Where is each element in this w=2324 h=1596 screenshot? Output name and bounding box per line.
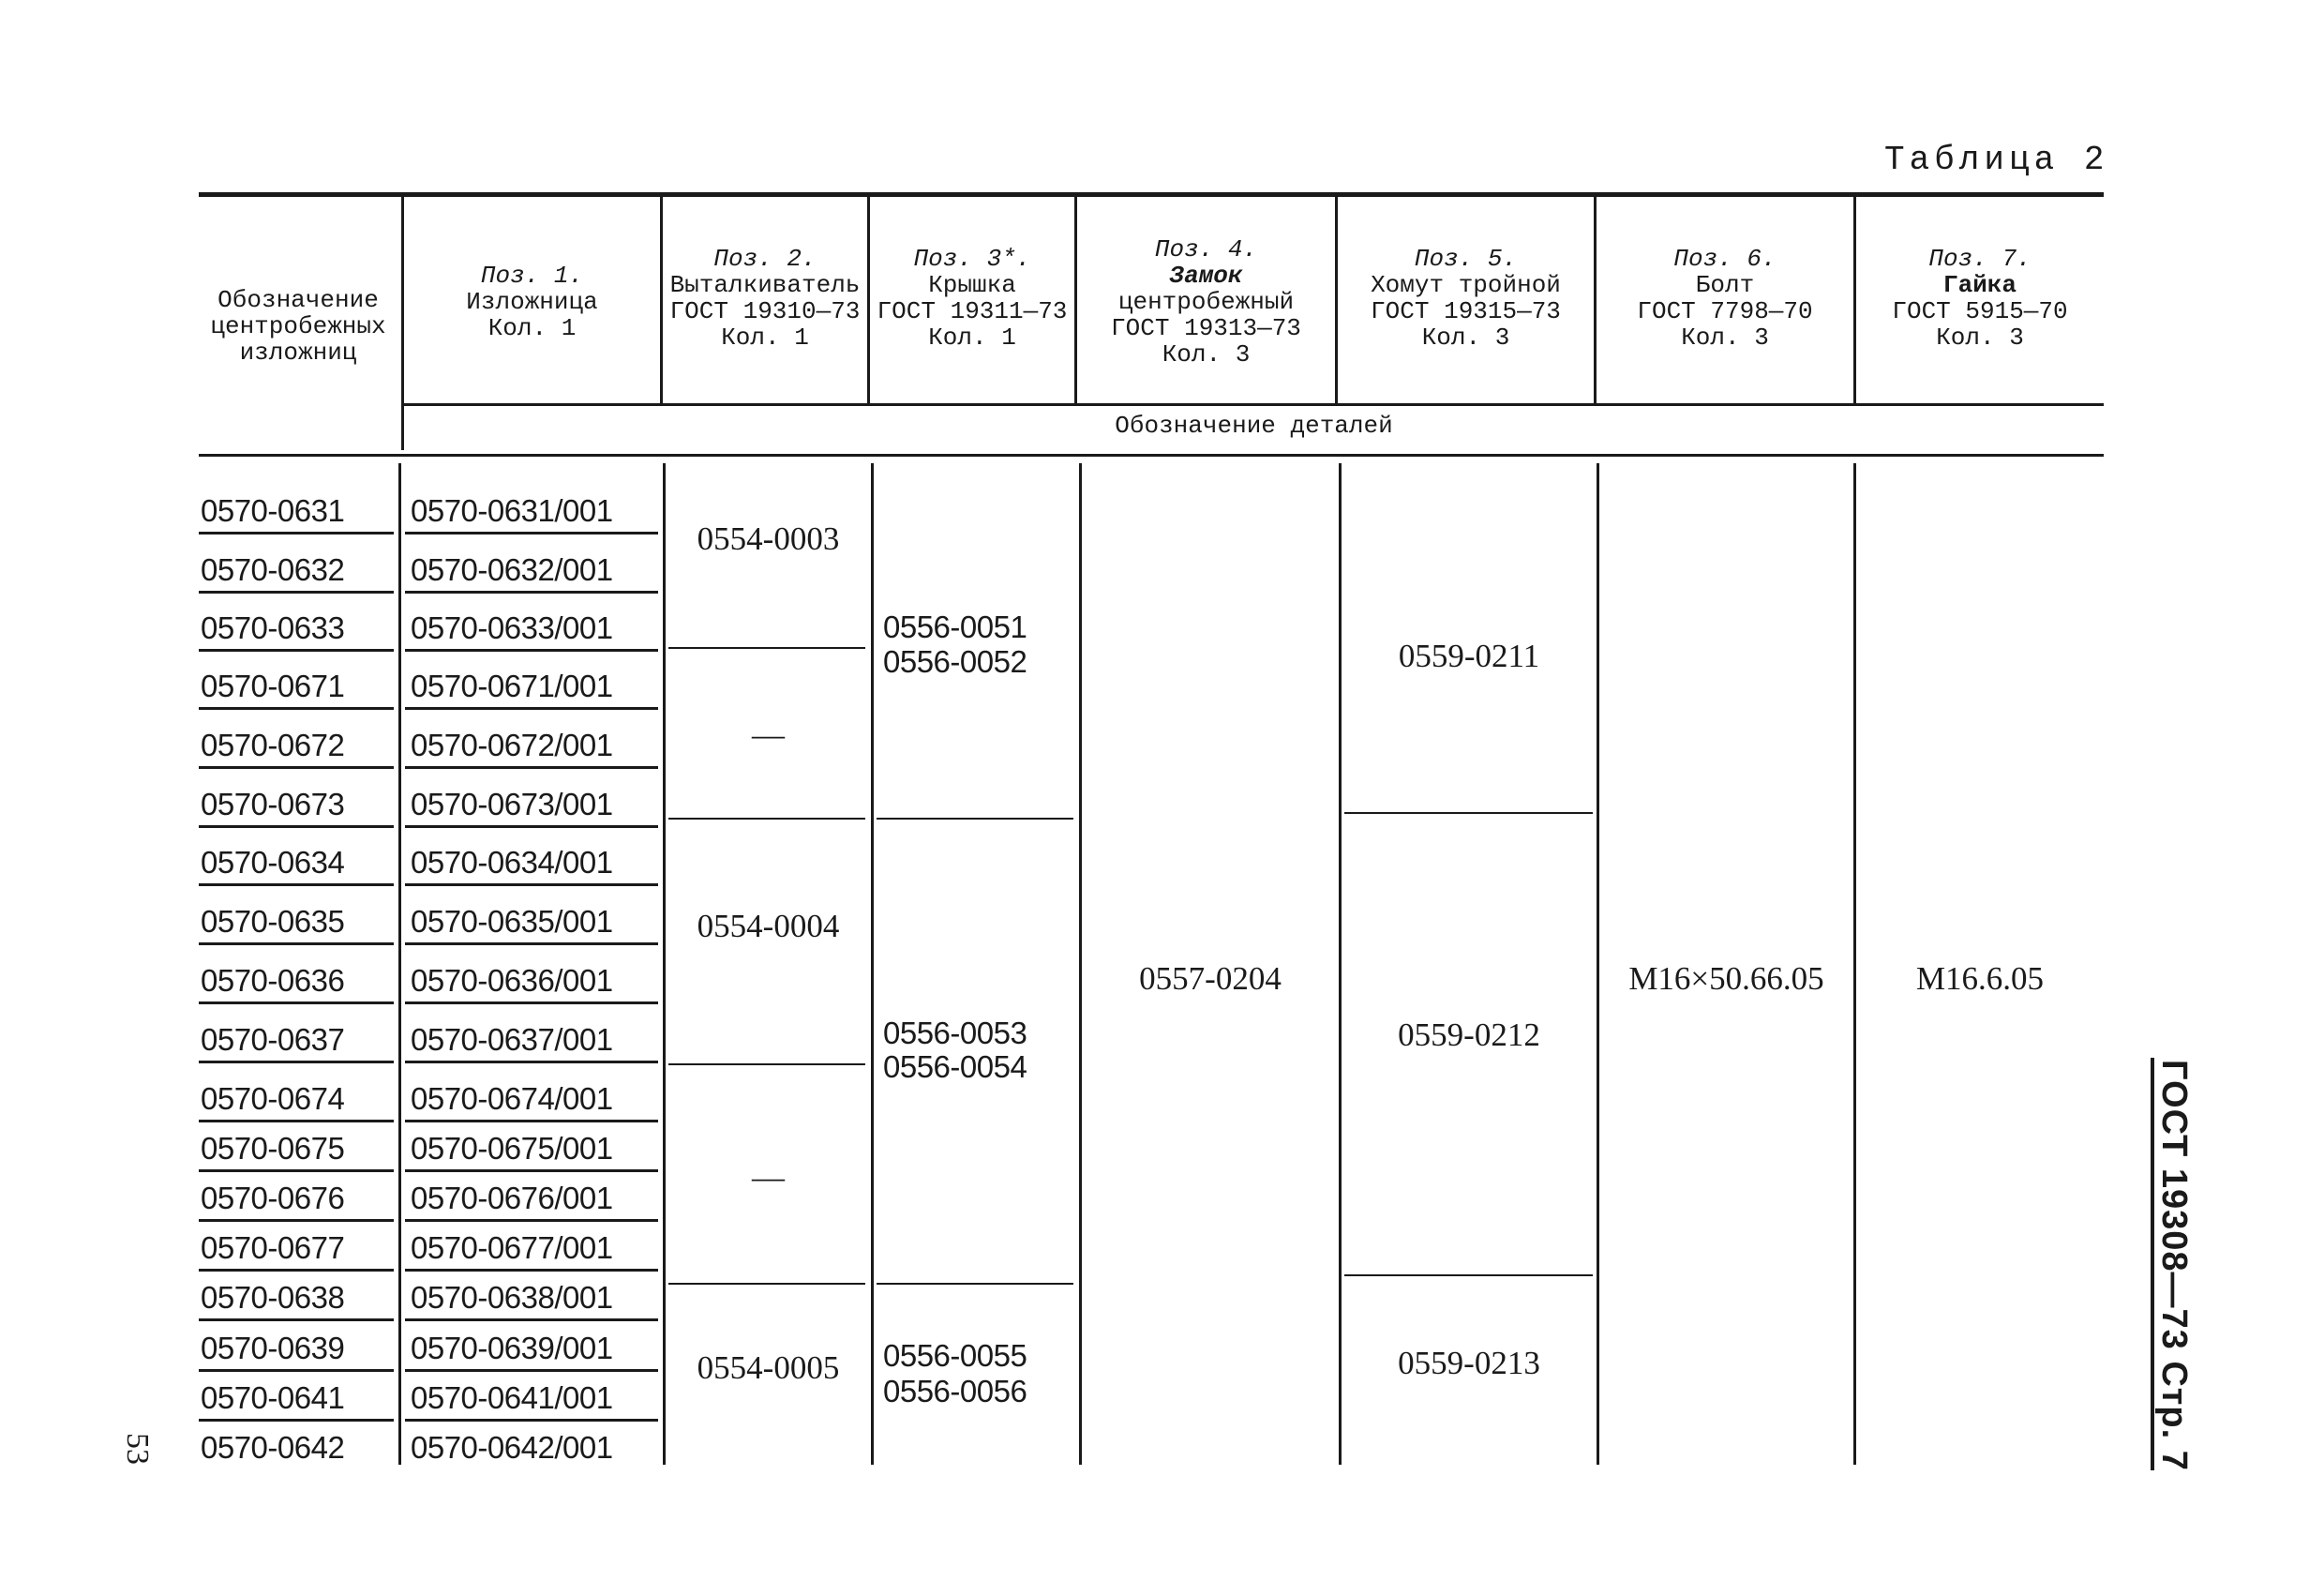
row-rule	[405, 883, 658, 886]
header-pos-2: Поз. 2. Выталкиватель ГОСТ 19310—73 Кол. 1	[669, 245, 861, 352]
part-designation-cell: 0570-0632/001	[411, 552, 613, 587]
header-pos-3: Поз. 3*. Крышка ГОСТ 19311—73 Кол. 1	[877, 245, 1068, 352]
row-rule	[199, 1419, 394, 1422]
cover-value: 0556-0051	[883, 610, 1027, 644]
mold-designation-cell: 0570-0639	[201, 1331, 345, 1365]
part-designation-cell: 0570-0672/001	[411, 728, 613, 762]
row-rule	[405, 1001, 658, 1004]
cover-value: 0556-0053	[883, 1016, 1027, 1050]
row-rule	[405, 1061, 658, 1063]
part-designation-cell: 0570-0636/001	[411, 963, 613, 998]
table-title: Таблица 2	[1884, 141, 2109, 179]
part-designation-cell: 0570-0674/001	[411, 1081, 613, 1116]
part-designation-cell: 0570-0638/001	[411, 1280, 613, 1315]
clamp-group-rule	[1344, 812, 1593, 814]
row-rule	[199, 649, 394, 652]
mold-designation-cell: 0570-0631	[201, 493, 345, 528]
row-rule	[405, 1369, 658, 1372]
part-designation-cell: 0570-0634/001	[411, 845, 613, 880]
clamp-group-rule	[1344, 1274, 1593, 1276]
part-designation-cell: 0570-0639/001	[411, 1331, 613, 1365]
subheader-part-designation: Обозначение деталей	[1115, 412, 1393, 440]
part-designation-cell: 0570-0637/001	[411, 1022, 613, 1057]
part-designation-cell: 0570-0673/001	[411, 787, 613, 821]
mold-designation-cell: 0570-0636	[201, 963, 345, 998]
part-designation-cell: 0570-0635/001	[411, 904, 613, 939]
mold-designation-cell: 0570-0634	[201, 845, 345, 880]
table-top-rule	[199, 192, 2104, 197]
ejector-value: 0554-0003	[697, 520, 840, 557]
clamp-value: 0559-0213	[1398, 1345, 1540, 1381]
row-rule	[405, 1120, 658, 1122]
part-designation-cell: 0570-0676/001	[411, 1181, 613, 1215]
row-rule	[199, 707, 394, 710]
ejector-group-rule	[668, 647, 865, 649]
row-rule	[405, 825, 658, 828]
ejector-value: —	[752, 716, 785, 753]
part-designation-cell: 0570-0677/001	[411, 1230, 613, 1265]
mold-designation-cell: 0570-0641	[201, 1380, 345, 1415]
cover-group-rule	[877, 1283, 1073, 1285]
header-pos-1: Поз. 1. Изложница Кол. 1	[466, 262, 598, 342]
mold-designation-cell: 0570-0633	[201, 610, 345, 645]
row-rule	[405, 591, 658, 594]
row-rule	[405, 766, 658, 769]
mold-designation-cell: 0570-0638	[201, 1280, 345, 1315]
mold-designation-cell: 0570-0672	[201, 728, 345, 762]
part-designation-cell: 0570-0642/001	[411, 1430, 613, 1465]
row-rule	[199, 1061, 394, 1063]
lock-value: 0557-0204	[1139, 960, 1282, 997]
row-rule	[199, 883, 394, 886]
mold-designation-cell: 0570-0635	[201, 904, 345, 939]
mold-designation-cell: 0570-0637	[201, 1022, 345, 1057]
mold-designation-cell: 0570-0671	[201, 669, 345, 703]
header-mold-designation: Обозначение центробежных изложниц	[210, 286, 386, 367]
part-designation-cell: 0570-0675/001	[411, 1131, 613, 1166]
row-rule	[199, 1269, 394, 1272]
row-rule	[405, 707, 658, 710]
header-pos-6: Поз. 6. Болт ГОСТ 7798—70 Кол. 3	[1637, 245, 1813, 352]
mold-designation-cell: 0570-0677	[201, 1230, 345, 1265]
nut-value: М16.6.05	[1915, 960, 2045, 997]
mold-designation-cell: 0570-0642	[201, 1430, 345, 1465]
bolt-value: М16×50.66.05	[1628, 960, 1824, 997]
side-label-rule	[2151, 1058, 2154, 1470]
row-rule	[405, 649, 658, 652]
ejector-group-rule	[668, 1283, 865, 1285]
row-rule	[199, 1219, 394, 1222]
mold-designation-cell: 0570-0674	[201, 1081, 345, 1116]
mold-designation-cell: 0570-0673	[201, 787, 345, 821]
cover-value: 0556-0056	[883, 1374, 1027, 1408]
clamp-value: 0559-0212	[1398, 1016, 1540, 1053]
header-pos-4: Поз. 4. Замок центробежный ГОСТ 19313—73 Кол. 3	[1111, 235, 1301, 369]
row-rule	[199, 532, 394, 535]
cover-value: 0556-0052	[883, 644, 1027, 679]
side-standard-label: ГОСТ 19308—73 Стр. 7	[2154, 1060, 2194, 1471]
body-divider	[398, 463, 401, 1465]
mold-designation-cell: 0570-0632	[201, 552, 345, 587]
ejector-group-rule	[668, 818, 865, 820]
row-rule	[199, 1318, 394, 1321]
part-designation-cell: 0570-0671/001	[411, 669, 613, 703]
ejector-value: 0554-0004	[697, 908, 840, 944]
body-divider	[663, 463, 666, 1465]
row-rule	[405, 532, 658, 535]
row-rule	[199, 942, 394, 945]
ejector-value: —	[752, 1159, 785, 1196]
row-rule	[405, 1318, 658, 1321]
part-designation-cell: 0570-0631/001	[411, 493, 613, 528]
body-divider	[1339, 463, 1342, 1465]
part-designation-cell: 0570-0633/001	[411, 610, 613, 645]
subheader-top-rule	[401, 403, 2104, 406]
row-rule	[199, 1369, 394, 1372]
ejector-value: 0554-0005	[697, 1349, 840, 1386]
row-rule	[405, 1419, 658, 1422]
header-pos-7: Поз. 7. Гайка ГОСТ 5915—70 Кол. 3	[1892, 245, 2068, 352]
body-divider	[871, 463, 874, 1465]
cover-value: 0556-0054	[883, 1049, 1027, 1084]
row-rule	[199, 1120, 394, 1122]
cover-group-rule	[877, 818, 1073, 820]
row-rule	[199, 825, 394, 828]
ejector-group-rule	[668, 1063, 865, 1065]
row-rule	[405, 1219, 658, 1222]
page-number: 53	[120, 1433, 155, 1465]
row-rule	[199, 1169, 394, 1172]
row-rule	[405, 942, 658, 945]
row-rule	[405, 1169, 658, 1172]
row-rule	[199, 766, 394, 769]
header-bottom-rule	[199, 454, 2104, 457]
clamp-value: 0559-0211	[1398, 638, 1540, 674]
header-pos-5: Поз. 5. Хомут тройной ГОСТ 19315—73 Кол. 3	[1371, 245, 1561, 352]
mold-designation-cell: 0570-0676	[201, 1181, 345, 1215]
row-rule	[199, 591, 394, 594]
row-rule	[405, 1269, 658, 1272]
mold-designation-cell: 0570-0675	[201, 1131, 345, 1166]
part-designation-cell: 0570-0641/001	[411, 1380, 613, 1415]
row-rule	[199, 1001, 394, 1004]
cover-value: 0556-0055	[883, 1338, 1027, 1373]
